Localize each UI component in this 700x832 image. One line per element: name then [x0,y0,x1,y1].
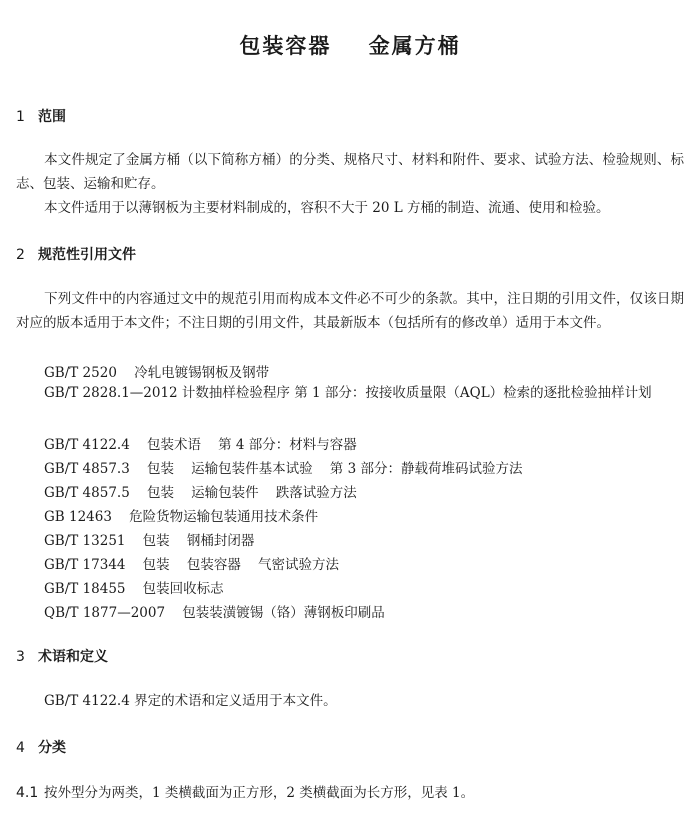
reference-item: GB/T 2520 冷轧电镀锡钢板及钢带 [44,365,270,381]
paragraph [16,196,684,220]
reference-item: GB/T 13251 包装 钢桶封闭器 [44,533,255,549]
subsection-4-1 [16,781,474,801]
reference-item: GB/T 4857.5 包装 运输包装件 跌落试验方法 [44,485,357,501]
section-number: 2 [16,247,25,263]
section-title: 术语和定义 [38,649,108,665]
section-number: 3 [16,649,25,665]
reference-item: GB/T 17344 包装 包装容器 气密试验方法 [44,557,339,573]
reference-item: GB/T 4857.3 包装 运输包装件基本试验 第 3 部分：静载荷堆码试验方法 [44,461,523,477]
section-heading-terms-definitions [16,646,108,666]
section-title: 范围 [38,109,66,125]
subsection-text: 按外型分为两类，1 类横截面为正方形，2 类横截面为长方形，见表 1。 [44,785,475,801]
section-heading-normative-references [16,244,136,264]
paragraph: GB/T 4122.4 界定的术语和定义适用于本文件。 [44,693,337,709]
section-number: 1 [16,109,25,125]
reference-item: GB 12463 危险货物运输包装通用技术条件 [44,509,319,525]
paragraph [16,287,684,335]
reference-item: QB/T 1877—2007 包装装潢镀锡（铬）薄钢板印刷品 [44,605,385,621]
paragraph-text: 本文件适用于以薄钢板为主要材料制成的，容积不大于 20 L 方桶的制造、流通、使用和检验。 [44,200,610,216]
section-title: 分类 [38,740,66,756]
reference-item [16,381,684,405]
paragraph-text: 下列文件中的内容通过文中的规范引用而构成本文件必不可少的条款。其中，注日期的引用文件，仅该日期对应的版本适用于本文件；不注日期的引用文件，其最新版本（包括所有的修改单）适用于本文件。 [16,291,684,331]
paragraph-text: 本文件规定了金属方桶（以下简称方桶）的分类、规格尺寸、材料和附件、要求、试验方法、检验规则、标志、包装、运输和贮存。 [16,152,684,192]
reference-item: GB/T 4122.4 包装术语 第 4 部分：材料与容器 [44,437,357,453]
section-heading-scope [16,106,66,126]
paragraph [16,148,684,196]
section-title: 规范性引用文件 [38,247,136,263]
section-heading-classification [16,737,66,757]
reference-text: GB/T 2828.1—2012 计数抽样检验程序 第 1 部分：按接收质量限（AQL）检索的逐批检验抽样计划 [44,385,652,401]
section-number: 4 [16,740,25,756]
document-title: 包装容器 金属方桶 [239,34,461,58]
subsection-number: 4.1 [16,785,39,801]
reference-item: GB/T 18455 包装回收标志 [44,581,224,597]
